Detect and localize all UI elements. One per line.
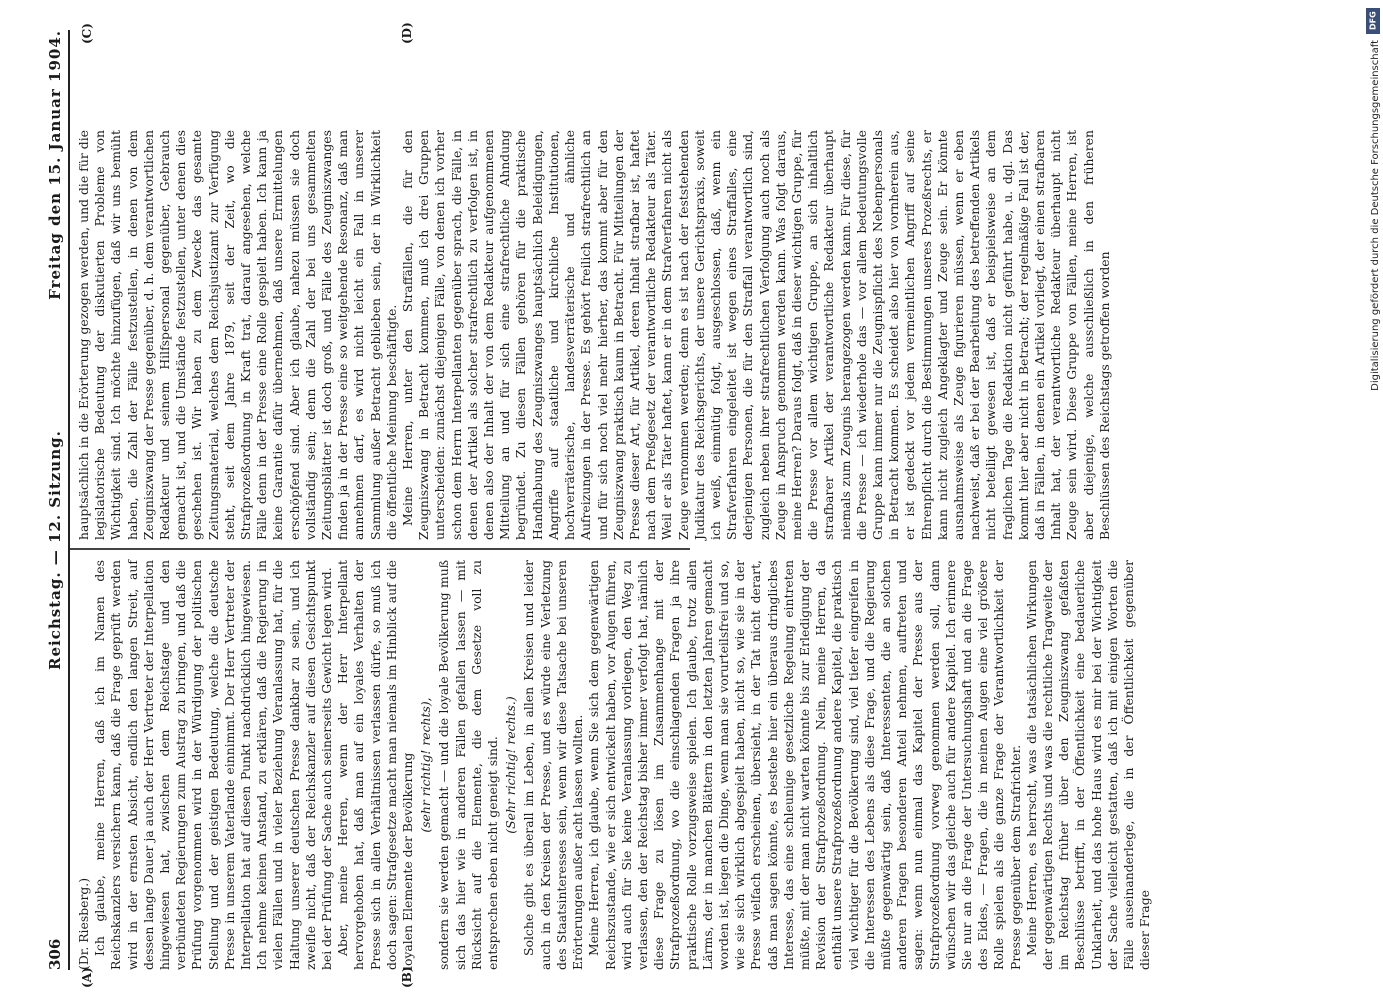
paragraph: sondern sie werden gemacht — und die loyale Bevölkerung muß sich das hier wie in anderen Fällen gefallen lassen — mit Rücksicht auf die Elemente, die dem Gesetze voll zu entsprechen eben nicht geneigt sind. <box>436 560 501 970</box>
digitization-credit: Digitalisierung gefördert durch die Deutsche Forschungsgemeinschaft <box>1370 40 1381 391</box>
left-column <box>76 560 1153 970</box>
paragraph: Meine Herren, ich glaube, wenn Sie sich dem gegenwärtigen Reichszustande, wie er sich entwickelt haben, vor Augen führen, wird auch für Sie keine Veranlassung vorliegen, den Weg zu verlassen, den der Reichstag bisher immer verfolgt hat, nämlich diese Frage zu lösen im Zusammenhange mit der Strafprozeßordnung, wo die einschlagenden Fragen ja ihre praktische Rolle vorzugsweise spielen. Ich glaube, trotz allen Lärms, der in manchen Blättern in den letzten Jahren gemacht worden ist, liegen die Dinge, wenn man sie vorurteilsfrei und so, wie sie sich wirklich abgespielt haben, nicht so, wie sie in der Presse vielfach erscheinen, übersieht, in der Tat nicht derart, daß man sagen könnte, es bestehe hier ein überaus dringliches Interesse, das eine schleunige gesetzliche Regelung eintreten müßte, mit der man nicht warten könnte bis zur Erledigung der Revision der Strafprozeßordnung. Nein, meine Herren, da enthält unsere Strafprozeßordnung andere Kapitel, die praktisch viel wichtiger für die Bevölkerung sind, viel tiefer eingreifen in die Interessen des Lebens als diese Frage, und die Regierung müßte gegenwärtig sein, daß Interessenten, die an solchen anderen Fragen besonderen Anteil nehmen, auftreten und sagen: wenn nun einmal das Kapitel der Presse aus der Strafprozeßordnung vorweg genommen werden soll, dann wünschen wir das gleiche auch für andere Kapitel. Ich erinnere Sie nur an die Frage der Untersuchungshaft und an die Frage des Eides, — Fragen, die in meinen Augen eine viel größere Rolle spielen als die ganze Frage der Verantwortlichkeit der Presse gegenüber dem Strafrichter. <box>586 560 1023 970</box>
interjection: (sehr richtig! rechts), <box>418 697 434 833</box>
margin-marker-c: (C) <box>80 23 94 44</box>
speaker-reference: (Dr. Riesberg.) <box>76 877 91 970</box>
paragraph: Meine Herren, unter den Straffällen, die für den Zeugniszwang in Betracht kommen, muß ich drei Gruppen unterscheiden: zunächst diejenigen Fälle, von denen ich vorher schon dem Herrn Interpellanten gegenüber sprach, die Fälle, in denen der Artikel als solcher strafrechtlich zu verfolgen ist, in denen also der Inhalt der von dem Redakteur aufgenommenen Mitteilung an und für sich eine strafrechtliche Ahndung begründet. Zu diesen Fällen gehören für die praktische Handhabung des Zeugniszwanges hauptsächlich Beleidigungen, Angriffe auf staatliche und kirchliche Institutionen, hochverräterische, landesverräterische und ähnliche Aufreizungen in der Presse. Es gehört freilich strafrechtlich an und für sich noch viel mehr hierher, das kommt aber für den Zeugniszwang praktisch kaum in Betracht. Für Mitteilungen der Presse dieser Art, für Artikel, deren Inhalt strafbar ist, haftet nach dem Preßgesetz der verantwortliche Redakteur als Täter. Weil er als Täter haftet, kann er in dem Strafverfahren nicht als Zeuge vernommen werden; denn es ist nach der feststehenden Judikatur des Reichsgerichts, der unsere Gerichtspraxis, soweit ich weiß, einmütig folgt, ausgeschlossen, daß, wenn ein Strafverfahren eingeleitet ist wegen eines Straffalles, eine derjenigen Personen, die für den Straffall verantwortlich sind, zugleich neben ihrer strafrechtlichen Verfolgung auch noch als Zeuge in Anspruch genommen werden kann. Was folgt daraus, meine Herren? Daraus folgt, daß in dieser wichtigen Gruppe, für die Presse vor allem wichtigen Gruppe, an sich inhaltlich strafbarer Artikel der verantwortliche Redakteur überhaupt niemals zum Zeugnis herangezogen werden kann. Für diese, für die Presse — ich wiederhole das — vor allem bedeutungsvolle Gruppe kann immer nur die Zeugnispflicht des Nebenpersonals in Betracht kommen. Es scheidet also hier von vornherein aus, er ist gedeckt vor jedem vermeintlichen Angriff auf seine Ehrenpflicht durch die Bestimmungen unseres Prozeßrechts, er kann nicht zugleich Angeklagter und Zeuge sein. Er könnte ausnahmsweise als Zeuge figurieren müssen, wenn er eben nachweist, daß er bei der Bearbeitung des betreffenden Artikels nicht beteiligt gewesen ist, daß er beispielsweise an dem fraglichen Tage die Redaktion nicht geführt habe, u. dgl. Das kommt hier aber nicht in Betracht; der regelmäßige Fall ist der, daß in Fällen, in denen ein Artikel vorliegt, der einen strafbaren Inhalt hat, der verantwortliche Redakteur überhaupt nicht Zeuge sein wird. Diese Gruppe von Fällen, meine Herren, ist aber diejenige, welche ausschließlich in den früheren Beschlüssen des Reichstags getroffen worden <box>400 130 1112 540</box>
session-title: Reichstag. — 12. Sitzung. <box>46 430 64 670</box>
page-header <box>44 30 70 970</box>
dfg-logo: DFG <box>1366 8 1380 34</box>
paragraph: Solche gibt es überall im Leben, in allen Kreisen und leider auch in den Kreisen der Presse, und es würde eine Verletzung des Staatsinteresses sein, wenn wir diese Tatsache bei unseren Erörterungen außer acht lassen wollten. <box>521 560 586 970</box>
paragraph: Aber, meine Herren, wenn der Herr Interpellant hervorgehoben hat, daß man auf ein loyales Verhalten der Presse sich in allen Verhältnissen verlassen dürfe, so muß ich doch sagen: Strafgesetze macht man niemals im Hinblick auf die loyalen Elemente der Bevölkerung <box>335 560 416 970</box>
interjection: (Sehr richtig! rechts.) <box>503 696 519 834</box>
rotated-page-content <box>40 10 1330 990</box>
margin-marker-b: (B) <box>400 966 414 988</box>
right-column <box>76 130 1112 540</box>
margin-marker-d: (D) <box>400 22 414 44</box>
paragraph: hauptsächlich in die Erörterung gezogen werden, und die für die legislatorische Bedeutung der diskutierten Probleme von Wichtigkeit sind. Ich möchte hinzufügen, daß wir uns bemüht haben, die Zahl der Fälle festzustellen, in denen von dem Zeugniszwang der Presse gegenüber, d. h. dem verantwortlichen Redakteur und seinem Hilfspersonal gegenüber, Gebrauch gemacht ist, und die Umstände festzustellen, unter denen dies geschehen ist. Wir haben zu dem Zwecke das gesamte Zeitungsmaterial, welches dem Reichsjustizamt zur Verfügung steht, seit dem Jahre 1879, seit der Zeit, wo die Strafprozeßordnung in Kraft trat, darauf angesehen, welche Fälle denn in der Presse eine Rolle gespielt haben. Ich kann ja keine Garantie dafür übernehmen, daß unsere Ermittelungen erschöpfend sind. Aber ich glaube, nahezu müssen sie doch vollständig sein; denn die Zahl der bei uns gesammelten Zeitungsblätter ist doch groß, und Fälle des Zeugniszwanges finden ja in der Presse eine so weitgehende Resonanz, daß man annehmen darf, es wird nicht leicht ein Fall in unserer Sammlung außer Betracht geblieben sein, der in Wirklichkeit die öffentliche Meinung beschäftigte. <box>76 130 399 540</box>
paragraph: Meine Herren, es herrscht, was die tatsächlichen Wirkungen der gegenwärtigen Rechts und was die rechtliche Tragweite der im Reichstag früher über den Zeugniszwang gefaßten Beschlüsse betrifft, in der Öffentlichkeit eine bedauerliche Unklarheit, und das hohe Haus wird es mir bei der Wichtigkeit der Sache vielleicht gestatten, daß ich mit einigen Worten die Fälle auseinanderlege, die in der Öffentlichkeit gegenüber dieser Frage <box>1023 560 1153 970</box>
column-divider <box>70 548 690 550</box>
page-number: 306 <box>46 938 64 970</box>
paragraph: Ich glaube, meine Herren, daß ich im Namen des Reichskanzlers versichern kann, daß die Frage geprüft werden wird in der ernsten Absicht, endlich den langen Streit, auf dessen lange Dauer ja auch der Herr Vertreter der Interpellation hingewiesen hat, zwischen dem Reichstage und den verbündeten Regierungen zum Austrag zu bringen, und daß die Prüfung vorgenommen wird in der Würdigung der politischen Stellung und der geistigen Bedeutung, welche die deutsche Presse in unserem Vaterlande einnimmt. Der Herr Vertreter der Interpellation hat auf diesen Punkt nachdrücklich hingewiesen. Ich nehme keinen Anstand, zu erklären, daß die Regierung in vielen Fällen und in vieler Beziehung Veranlassung hat, für die Haltung unserer deutschen Presse dankbar zu sein, und ich zweifle nicht, daß der Reichskanzler auf diesen Gesichtspunkt bei der Prüfung der Sache auch seinerseits Gewicht legen wird. <box>92 560 335 970</box>
margin-marker-a: (A) <box>80 967 94 988</box>
session-date: Freitag den 15. Januar 1904. <box>46 30 64 300</box>
